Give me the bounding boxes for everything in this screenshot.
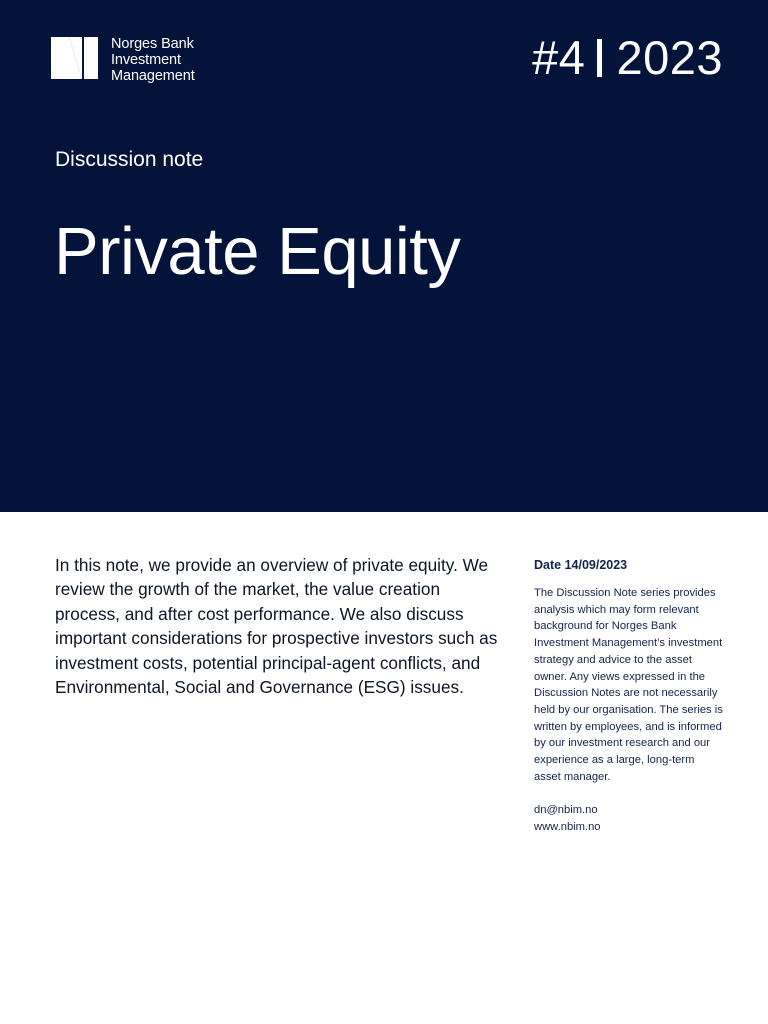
logo-wordmark: [111, 36, 195, 84]
website-link: www.nbim.no: [534, 821, 601, 834]
document-type: Discussion note: [55, 148, 204, 171]
issue-year: 2023: [616, 31, 723, 84]
document-title: Private Equity: [54, 214, 461, 289]
series-description: The Discussion Note series provides analysis which may form relevant background for Norges Bank Investment Management’s investment strategy and advice to the asset owner. Any views expressed in the Discussion Notes are not necessarily held by our organisation. The series is written by employees, and is informed by our investment research and our experience as a large, long-term asset manager.: [534, 587, 723, 783]
publication-date: Date 14/09/2023: [534, 558, 628, 572]
sidebar-info: [534, 556, 724, 836]
contact-email: dn@nbim.no: [534, 804, 598, 817]
issue-separator: [597, 39, 602, 77]
nbim-logo: [51, 37, 195, 84]
logo-line-2: Investment: [111, 52, 181, 68]
issue-label: [532, 30, 723, 86]
issue-number: #4: [532, 31, 586, 84]
logo-line-1: Norges Bank: [111, 36, 194, 52]
abstract-text: In this note, we provide an overview of private equity. We review the growth of the market, the value creation process, and after cost performance. We also discuss important considerations for prospective investors such as investment costs, potential principal-agent conflicts, and Environmental, Social and Governance (ESG) issues.: [55, 555, 498, 698]
logo-line-3: Management: [111, 68, 195, 84]
norges-bank-n-logo-icon: [51, 37, 98, 79]
